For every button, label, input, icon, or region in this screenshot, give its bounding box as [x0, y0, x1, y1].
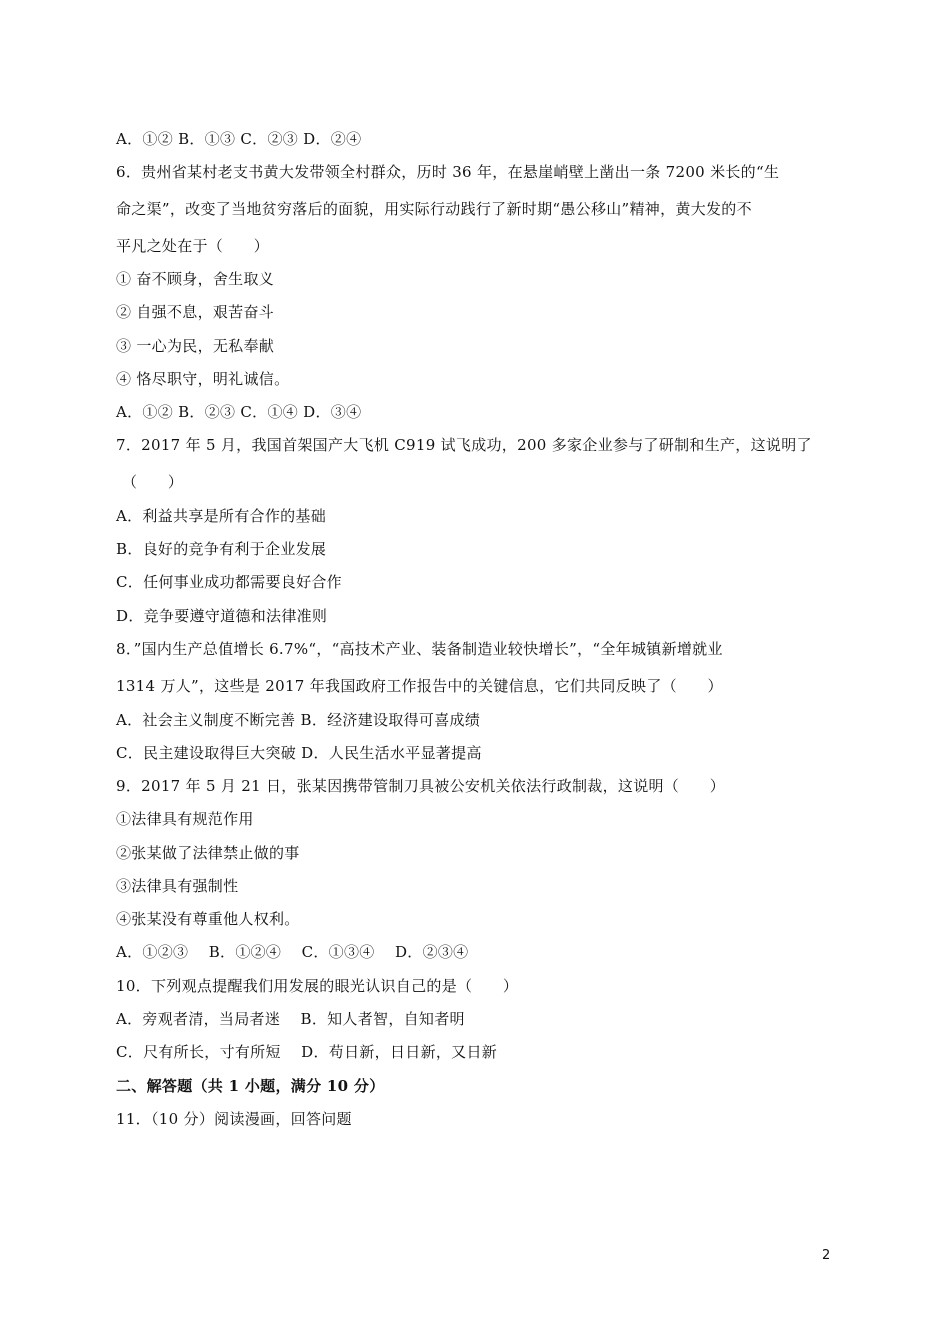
q7-stem-line2: （ ） [122, 473, 184, 491]
q8-stem-line1: 8．”国内生产总值增长 6.7%“，“高技术产业、装备制造业较快增长”，“全年城镇新增就业 [116, 640, 723, 658]
q5-options: A．①② B．①③ C．②③ D．②④ [116, 130, 362, 148]
q7-stem-line1: 7．2017 年 5 月，我国首架国产大飞机 C919 试飞成功，200 多家企业参与了研制和生产，这说明了 [116, 436, 812, 454]
q7-option-a: A．利益共享是所有合作的基础 [116, 507, 327, 525]
q9-stem: 9．2017 年 5 月 21 日，张某因携带管制刀具被公安机关依法行政制裁，这说明（ ） [116, 777, 725, 795]
q8-stem-line2: 1314 万人”，这些是 2017 年我国政府工作报告中的关键信息，它们共同反映了（ ） [116, 677, 723, 695]
section-title: 二、解答题（共 1 小题，满分 10 分） [116, 1077, 385, 1095]
q7-option-c: C．任何事业成功都需要良好合作 [116, 573, 342, 591]
q6-item-3: ③ 一心为民，无私奉献 [116, 337, 275, 355]
page-number: 2 [822, 1248, 831, 1263]
q8-options-line2: C．民主建设取得巨大突破 D．人民生活水平显著提高 [116, 744, 482, 762]
q8-options-line1: A．社会主义制度不断完善 B．经济建设取得可喜成绩 [116, 711, 481, 729]
q9-item-1: ①法律具有规范作用 [116, 810, 254, 828]
q10-stem: 10．下列观点提醒我们用发展的眼光认识自己的是（ ） [116, 977, 519, 995]
q10-options-line1: A．旁观者清，当局者迷 B．知人者智，自知者明 [116, 1010, 465, 1028]
q6-stem-line3: 平凡之处在于（ ） [116, 237, 270, 255]
q6-item-1: ① 奋不顾身，舍生取义 [116, 270, 275, 288]
q6-stem-line2: 命之渠”，改变了当地贫穷落后的面貌，用实际行动践行了新时期“愚公移山”精神，黄大发的不 [116, 200, 752, 218]
q9-item-2: ②张某做了法律禁止做的事 [116, 844, 300, 862]
q6-item-4: ④ 恪尽职守，明礼诚信。 [116, 370, 290, 388]
q11-stem: 11．（10 分）阅读漫画，回答问题 [116, 1110, 352, 1128]
q6-item-2: ② 自强不息，艰苦奋斗 [116, 303, 275, 321]
q9-item-4: ④张某没有尊重他人权利。 [116, 910, 300, 928]
q6-stem-line1: 6．贵州省某村老支书黄大发带领全村群众，历时 36 年，在悬崖峭壁上凿出一条 7200 米长的“生 [116, 163, 780, 181]
q9-item-3: ③法律具有强制性 [116, 877, 239, 895]
q9-options: A．①②③ B．①②④ C．①③④ D．②③④ [116, 943, 469, 961]
q7-option-b: B．良好的竞争有利于企业发展 [116, 540, 327, 558]
q6-options: A．①② B．②③ C．①④ D．③④ [116, 403, 362, 421]
q10-options-line2: C．尺有所长，寸有所短 D．苟日新，日日新，又日新 [116, 1043, 498, 1061]
q7-option-d: D．竞争要遵守道德和法律准则 [116, 607, 328, 625]
